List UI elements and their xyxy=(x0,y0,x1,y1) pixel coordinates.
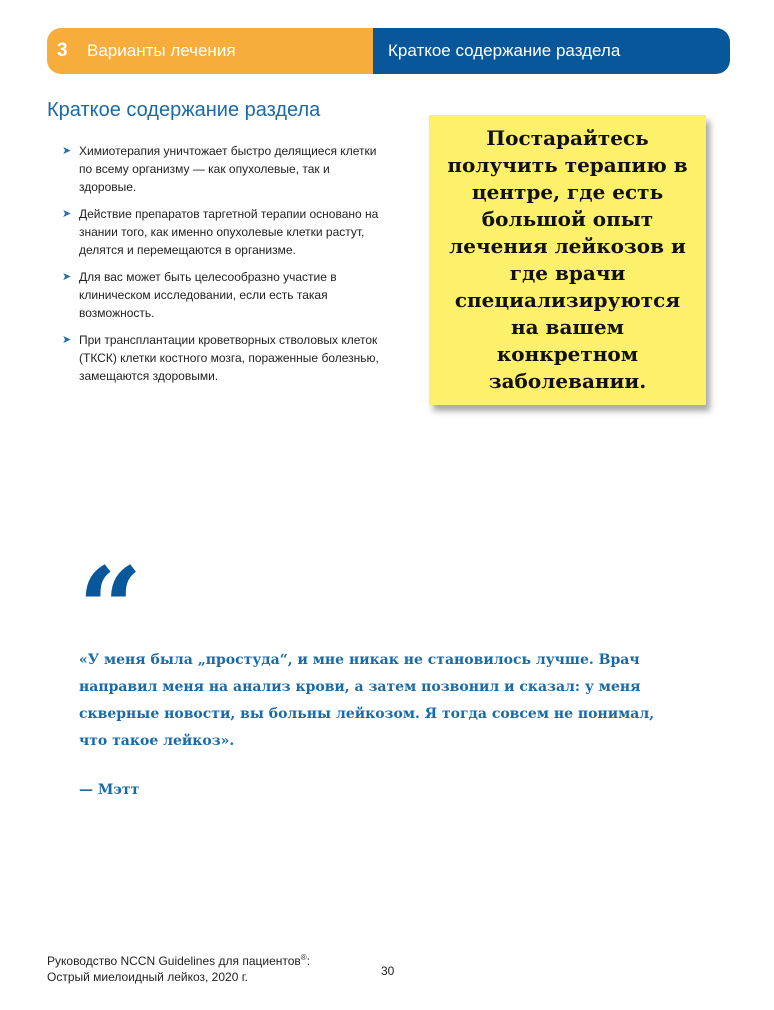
chapter-tab xyxy=(47,28,373,74)
quote-mark-icon: “ xyxy=(78,544,143,675)
chapter-title: Варианты лечения xyxy=(87,41,236,60)
sticky-note xyxy=(429,115,706,405)
list-item: ➤ При трансплантации кроветворных стволовых клеток (ТКСК) клетки костного мозга, пораженные болезнью, замещаются здоровыми. xyxy=(62,333,379,383)
footer-title: Руководство NCCN Guidelines для пациентов xyxy=(47,954,301,968)
section-title: Краткое содержание раздела xyxy=(388,41,621,60)
chapter-header xyxy=(47,28,730,74)
page-heading: Краткое содержание раздела xyxy=(47,99,321,121)
list-item: ➤ Для вас может быть целесообразно участие в клиническом исследовании, если есть такая возможность. xyxy=(62,270,337,320)
footer-subtitle: Острый миелоидный лейкоз, 2020 г. xyxy=(47,970,248,984)
quote-author: — Мэтт xyxy=(79,782,140,798)
chevron-right-icon: ➤ xyxy=(62,271,72,283)
section-tab xyxy=(373,28,730,74)
registered-mark: ® xyxy=(300,953,307,962)
page-number: 30 xyxy=(381,964,395,978)
footer: Руководство NCCN Guidelines для пациентов®: Острый миелоидный лейкоз, 2020 г. xyxy=(47,953,311,984)
chevron-right-icon: ➤ xyxy=(62,145,72,157)
patient-quote: «У меня была „простуда“, и мне никак не становилось лучше. Врач направил меня на анализ крови, а затем позвонил и сказал: у меня скверные новости, вы больны лейкозом. Я тогда совсем не понимал, что такое лейкоз». xyxy=(79,652,655,749)
summary-list xyxy=(62,142,382,394)
chapter-number: 3 xyxy=(57,40,68,61)
sticky-note-text: Постарайтесь получить терапию в центре, где есть большой опыт лечения лейкозов и где врачи специализируются на вашем конкретном заболевании. xyxy=(447,126,688,393)
list-item: ➤ Действие препаратов таргетной терапии основано на знании того, как именно опухолевые клетки растут, делятся и перемещаются в организме. xyxy=(62,207,379,257)
chevron-right-icon: ➤ xyxy=(62,208,72,220)
chevron-right-icon: ➤ xyxy=(62,334,72,346)
list-item: ➤ Химиотерапия уничтожает быстро делящиеся клетки по всему организму — как опухолевые, так и здоровые. xyxy=(62,144,377,194)
